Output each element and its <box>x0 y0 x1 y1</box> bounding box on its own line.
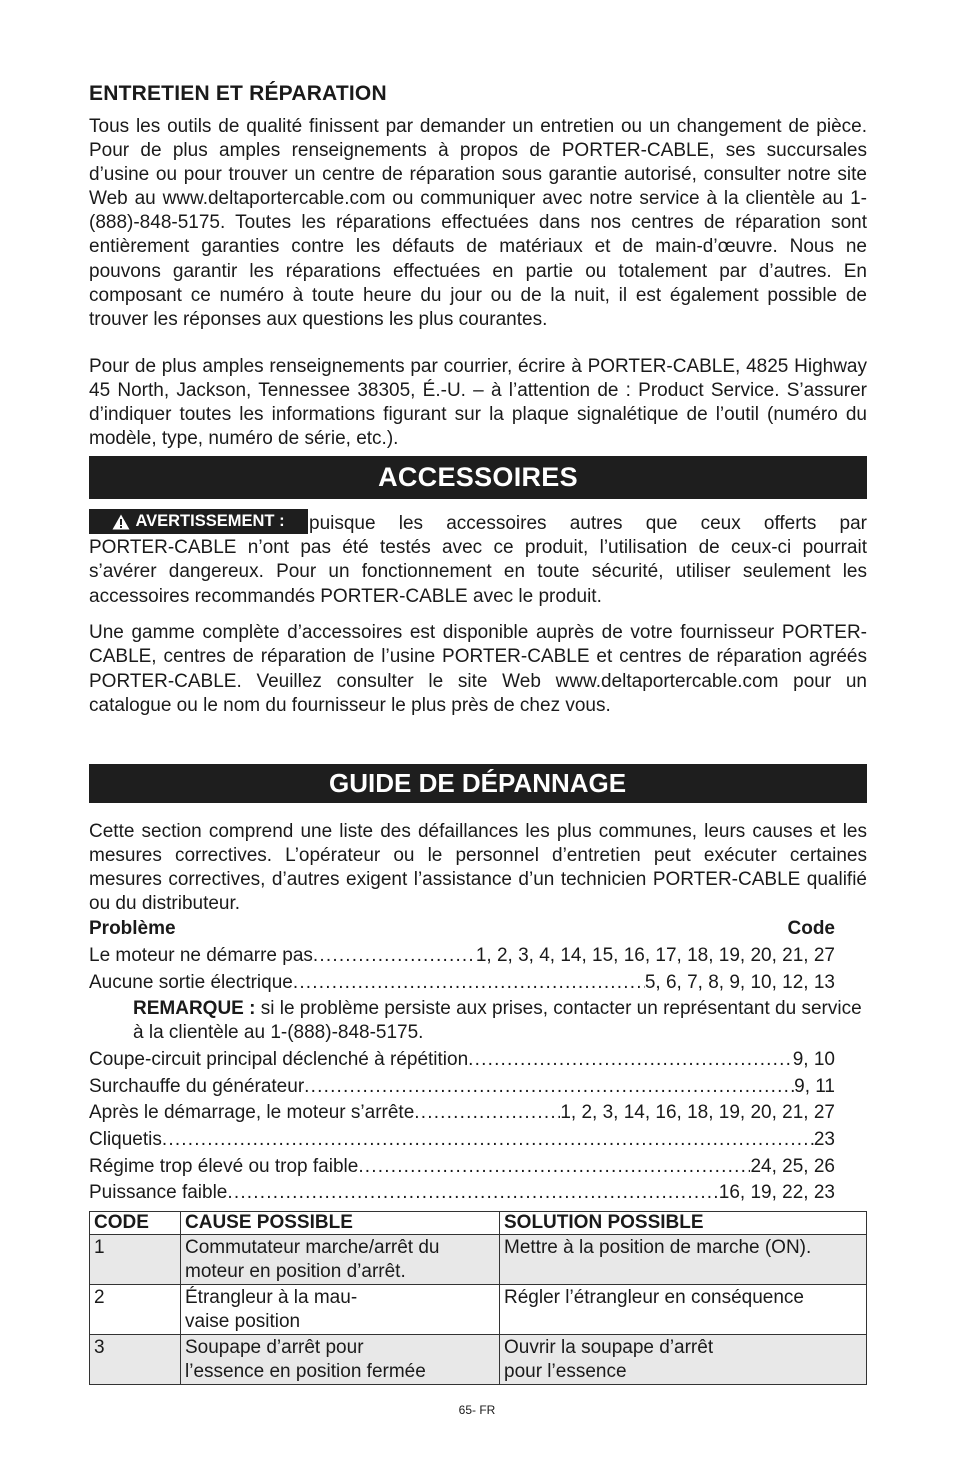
accessories-heading-bar <box>89 456 867 499</box>
problem-row <box>89 1129 835 1151</box>
row-code: 2 <box>90 1285 181 1335</box>
leader-dots <box>358 1156 750 1178</box>
leader-dots <box>313 945 476 967</box>
troubleshooting-heading-bar <box>89 764 867 803</box>
problem-label: Le moteur ne démarre pas <box>89 945 313 966</box>
leader-dots <box>162 1129 814 1151</box>
problem-row <box>89 945 835 967</box>
problem-codes: 9, 10 <box>792 1049 835 1070</box>
table-row <box>90 1235 867 1285</box>
troubleshooting-intro: Cette section comprend une liste des défaillances les plus communes, leurs causes et les mesures correctives. L’opérateur ou le personnel d’entretien peut exécuter certaines mesures correctives, d’autres exigent l’assistance d’un technicien PORTER-CABLE qualifié ou du distributeur. <box>89 821 867 915</box>
row-cause: Étrangleur à la mau- vaise position <box>181 1285 500 1335</box>
row-code: 3 <box>90 1335 181 1385</box>
warning-badge <box>89 509 308 534</box>
problem-codes: 1, 2, 3, 4, 14, 15, 16, 17, 18, 19, 20, 21, 27 <box>475 945 835 966</box>
problem-codes: 1, 2, 3, 14, 16, 18, 19, 20, 21, 27 <box>560 1102 835 1123</box>
problem-codes: 16, 19, 22, 23 <box>718 1182 835 1203</box>
warning-text-first-line: puisque les accessoires autres que ceux offerts par <box>309 513 867 534</box>
row-solution: Mettre à la position de marche (ON). <box>500 1235 867 1285</box>
problem-row <box>89 1049 835 1071</box>
header-code: CODE <box>90 1212 181 1235</box>
header-cause: CAUSE POSSIBLE <box>181 1212 500 1235</box>
problem-row <box>89 972 835 994</box>
row-solution: Régler l’étrangleur en conséquence <box>500 1285 867 1335</box>
accessories-paragraph: Une gamme complète d’accessoires est disponible auprès de votre fournisseur PORTER-CABLE, centres de réparation de l’usine PORTER-CABLE et centres de réparation agréés PORTER-CABLE. Veuillez consulter le site Web www.deltaportercable.com pour un catalogue ou le nom du fournisseur le plus près de chez vous. <box>89 622 867 716</box>
maintenance-heading: ENTRETIEN ET RÉPARATION <box>89 82 387 105</box>
problem-codes: 24, 25, 26 <box>750 1156 835 1177</box>
leader-dots <box>414 1102 560 1124</box>
troubleshooting-table <box>89 1211 867 1385</box>
row-solution: Ouvrir la soupape d’arrêt pour l’essence <box>500 1335 867 1385</box>
remark-note <box>133 997 867 1045</box>
leader-dots <box>293 972 645 994</box>
problem-column-label: Problème <box>89 918 176 939</box>
problem-codes: 23 <box>813 1129 835 1150</box>
problem-row <box>89 1156 835 1178</box>
remark-label: REMARQUE : <box>133 998 256 1019</box>
row-cause: Soupape d’arrêt pour l’essence en position fermée <box>181 1335 500 1385</box>
maintenance-paragraph-2: Pour de plus amples renseignements par courrier, écrire à PORTER-CABLE, 4825 Highway 45 North, Jackson, Tennessee 38305, É.-U. – à l’attention de : Product Service. S’assurer d’indiquer toutes les informations figurant sur la plaque signalétique de l’outil (numéro du modèle, type, numéro de série, etc.). <box>89 356 867 450</box>
problem-label: Coupe-circuit principal déclenché à répétition <box>89 1049 469 1070</box>
page-number: 65- FR <box>458 1403 496 1417</box>
problem-row <box>89 1076 835 1098</box>
row-code: 1 <box>90 1235 181 1285</box>
problem-label: Aucune sortie électrique <box>89 972 293 993</box>
header-solution: SOLUTION POSSIBLE <box>500 1212 867 1235</box>
problem-label: Puissance faible <box>89 1182 228 1203</box>
table-row <box>90 1335 867 1385</box>
troubleshooting-title: GUIDE DE DÉPANNAGE <box>329 768 627 798</box>
problem-label: Régime trop élevé ou trop faible <box>89 1156 359 1177</box>
warning-label: AVERTISSEMENT : <box>135 512 285 531</box>
code-column-label: Code <box>787 918 835 939</box>
problem-list-header <box>89 918 835 940</box>
problem-codes: 5, 6, 7, 8, 9, 10, 12, 13 <box>644 972 835 993</box>
accessories-title: ACCESSOIRES <box>378 462 578 492</box>
leader-dots <box>468 1049 793 1071</box>
remark-text: si le problème persiste aux prises, contacter un représentant du service à la clientèle au 1-(888)-848-5175. <box>133 998 862 1044</box>
problem-row <box>89 1182 835 1204</box>
problem-label: Après le démarrage, le moteur s’arrête <box>89 1102 415 1123</box>
leader-dots <box>304 1076 794 1098</box>
table-header-row <box>90 1212 867 1235</box>
maintenance-paragraph-1: Tous les outils de qualité finissent par demander un entretien ou un changement de pièce. Pour de plus amples renseignements à propos de PORTER-CABLE, ses succursales d’usine ou pour trouver un centre de réparation sous garantie autorisé, consulter notre site Web au www.deltaportercable.com ou communiquer avec notre service à la clientèle au 1-(888)-848-5175. Toutes les réparations effectuées dans nos centres de réparation sont entièrement garanties contre les défauts de matériaux et de main-d’œuvre. Nous ne pouvons garantir les réparations effectuées en partie ou totalement par d’autres. En composant ce numéro à toute heure du jour ou de la nuit, il est également possible de trouver les réponses aux questions les plus courantes. <box>89 116 867 330</box>
table-row <box>90 1285 867 1335</box>
problem-label: Cliquetis <box>89 1129 162 1150</box>
leader-dots <box>227 1182 718 1204</box>
warning-text: PORTER-CABLE n’ont pas été testés avec ce produit, l’utilisation de ceux-ci pourrait s’avérer dangereux. Pour un fonctionnement en toute sécurité, utiliser seulement les accessoires recommandés PORTER-CABLE avec le produit. <box>89 537 867 607</box>
problem-row <box>89 1102 835 1124</box>
problem-label: Surchauffe du générateur <box>89 1076 305 1097</box>
problem-codes: 9, 11 <box>794 1076 835 1097</box>
warning-triangle-icon <box>112 514 130 530</box>
row-cause: Commutateur marche/arrêt du moteur en position d’arrêt. <box>181 1235 500 1285</box>
